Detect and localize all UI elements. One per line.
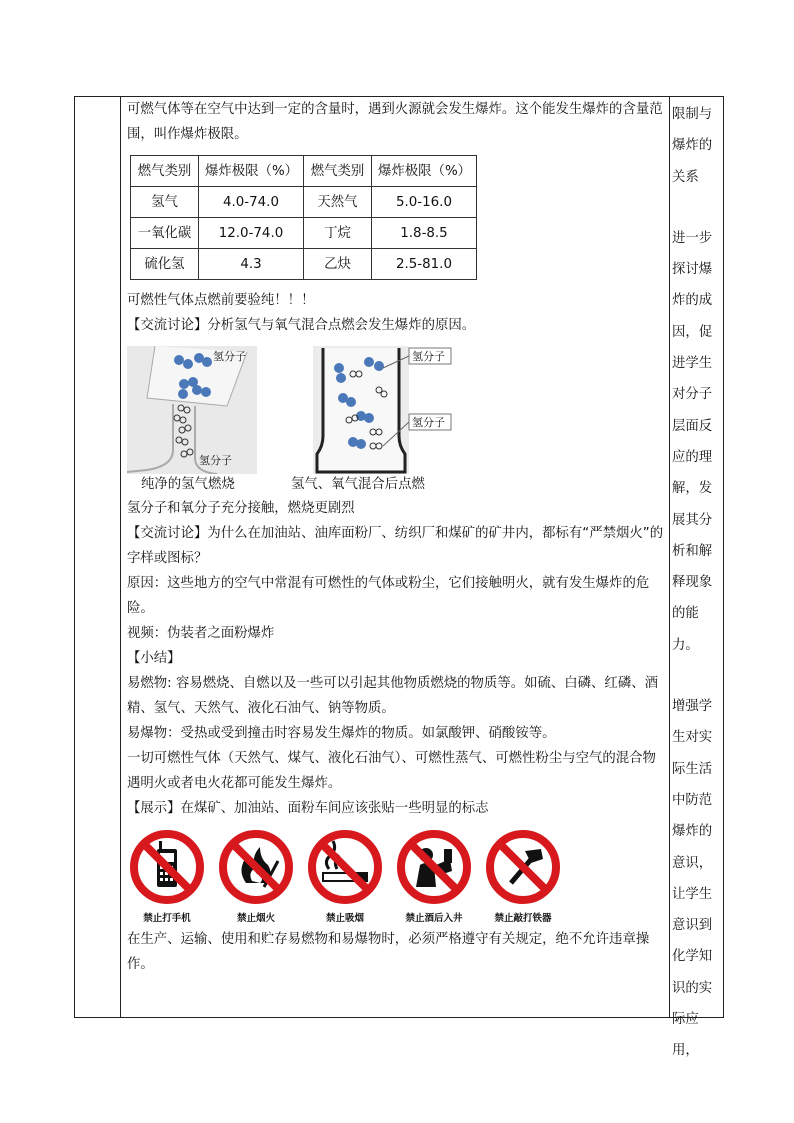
table-row xyxy=(131,249,477,280)
side-note-line: 中防范 xyxy=(672,792,713,808)
table-row xyxy=(131,187,477,218)
table-header: 燃气类别 xyxy=(304,156,372,187)
sign-no-phone xyxy=(129,829,205,925)
lesson-content xyxy=(127,97,664,977)
column-divider-right xyxy=(669,97,670,1017)
all-gases-paragraph: 一切可燃性气体（天然气、煤气、液化石油气）、可燃性蒸气、可燃性粉尘与空气的混合物遇明火或者电火花都可能发生爆炸。 xyxy=(127,751,656,791)
left-label-top: 氢分子 xyxy=(213,350,246,363)
column-divider-left xyxy=(120,97,121,1017)
intro-paragraph: 可燃气体等在空气中达到一定的含量时，遇到火源就会发生爆炸。这个能发生爆炸的含量范围，叫作爆炸极限。 xyxy=(127,102,663,142)
warning-signs xyxy=(129,829,664,925)
sign-label: 禁止打手机 xyxy=(143,913,191,924)
side-note-line: 展其分 xyxy=(672,512,713,528)
reason-paragraph: 原因：这些地方的空气中常混有可燃性的气体或粉尘，它们接触明火，就有发生爆炸的危险。 xyxy=(127,576,650,616)
side-note-line: 炸的成 xyxy=(672,293,713,309)
table-cell: 12.0-74.0 xyxy=(199,218,304,249)
side-note-line: 的能力。 xyxy=(672,606,699,653)
verify-line: 可燃性气体点燃前要验纯！！！ xyxy=(127,293,315,308)
table-row xyxy=(131,218,477,249)
table-header: 燃气类别 xyxy=(131,156,199,187)
table-cell: 一氧化碳 xyxy=(131,218,199,249)
side-note-line: 意识到 xyxy=(672,918,713,934)
right-label-bottom: 氢分子 xyxy=(412,416,445,429)
side-note-line: 探讨爆 xyxy=(672,262,713,278)
sign-no-fire xyxy=(218,829,294,925)
sign-no-hammer xyxy=(485,829,561,925)
design-intent-column xyxy=(672,97,720,1067)
side-note-line: 增强学 xyxy=(672,699,713,715)
table-header: 爆炸极限（%） xyxy=(372,156,477,187)
side-note-group xyxy=(672,691,720,1067)
pure-hydrogen-illustration xyxy=(127,346,257,474)
table-cell: 氢气 xyxy=(131,187,199,218)
video-line: 视频：伪装者之面粉爆炸 xyxy=(127,626,275,641)
side-note-line: 限制与 xyxy=(672,107,713,122)
side-note-line: 因，促 xyxy=(672,324,713,340)
sign-label: 禁止烟火 xyxy=(236,913,275,924)
side-note-line: 化学知 xyxy=(672,949,713,965)
explosive-paragraph: 易爆物：受热或受到撞击时容易发生爆炸的物质。如氯酸钾、硝酸铵等。 xyxy=(127,726,556,741)
table-cell: 2.5-81.0 xyxy=(372,249,477,280)
side-note-line: 际生活 xyxy=(672,761,713,777)
no-hammer-icon xyxy=(485,829,561,905)
left-label-bottom: 氢分子 xyxy=(199,454,232,467)
table-cell: 乙炔 xyxy=(304,249,372,280)
side-note-line: 进一步 xyxy=(672,230,713,246)
side-note-group xyxy=(672,99,720,193)
side-note-line: 际应用， xyxy=(672,1012,699,1059)
table-cell: 4.0-74.0 xyxy=(199,187,304,218)
side-note-line: 爆炸的 xyxy=(672,824,713,840)
no-phone-icon xyxy=(129,829,205,905)
side-note-line: 意识， xyxy=(672,855,713,871)
side-note-line: 应的理 xyxy=(672,449,713,465)
side-note-line: 析和解 xyxy=(672,543,713,559)
contact-line: 氢分子和氧分子充分接触，燃烧更剧烈 xyxy=(127,501,355,516)
side-note-line: 识的实 xyxy=(672,980,713,996)
explosion-limit-table xyxy=(130,155,477,280)
mixed-gas-illustration xyxy=(313,346,483,474)
right-caption: 氢气、氧气混合后点燃 xyxy=(291,477,425,492)
side-note-line: 爆炸的 xyxy=(672,138,713,154)
table-cell: 硫化氢 xyxy=(131,249,199,280)
no-fire-icon xyxy=(218,829,294,905)
closing-paragraph: 在生产、运输、使用和贮存易燃物和易爆物时，必须严格遵守有关规定，绝不允许违章操作。 xyxy=(127,932,650,972)
sign-label: 禁止敲打铁器 xyxy=(494,913,552,924)
table-header: 爆炸极限（%） xyxy=(199,156,304,187)
side-note-line: 让学生 xyxy=(672,886,713,902)
flammable-paragraph: 易燃物: 容易燃烧、自燃以及一些可以引起其他物质燃烧的物质等。如硫、白磷、红磷、酒精、氢气、天然气、液化石油气、钠等物质。 xyxy=(127,676,658,716)
sign-label: 禁止吸烟 xyxy=(325,913,364,924)
side-note-line: 对分子 xyxy=(672,387,713,403)
side-note-line: 进学生 xyxy=(672,356,713,372)
no-drinking-icon xyxy=(396,829,472,905)
left-caption: 纯净的氢气燃烧 xyxy=(141,477,235,492)
side-note-line: 解，发 xyxy=(672,481,713,497)
right-label-top: 氢分子 xyxy=(412,350,445,363)
table-cell: 天然气 xyxy=(304,187,372,218)
side-note-line: 关系 xyxy=(672,169,699,185)
side-note-line: 生对实 xyxy=(672,730,713,746)
table-cell: 丁烷 xyxy=(304,218,372,249)
side-note-line: 释现象 xyxy=(672,575,713,591)
summary-title: 【小结】 xyxy=(127,651,181,666)
table-cell: 4.3 xyxy=(199,249,304,280)
table-cell: 5.0-16.0 xyxy=(372,187,477,218)
sign-no-drinking xyxy=(396,829,472,925)
discussion-hydrogen: 【交流讨论】分析氢气与氧气混合点燃会发生爆炸的原因。 xyxy=(127,318,476,333)
sign-no-smoking xyxy=(307,829,383,925)
table-header-row xyxy=(131,156,477,187)
table-cell: 1.8-8.5 xyxy=(372,218,477,249)
molecule-figure xyxy=(127,344,664,496)
discussion-no-fire: 【交流讨论】为什么在加油站、油库面粉厂、纺织厂和煤矿的矿井内，都标有“严禁烟火”的字样或图标？ xyxy=(127,526,664,566)
display-line: 【展示】在煤矿、加油站、面粉车间应该张贴一些明显的标志 xyxy=(127,801,489,816)
side-note-line: 层面反 xyxy=(672,418,713,434)
no-smoking-icon xyxy=(307,829,383,905)
sign-label: 禁止酒后入井 xyxy=(405,913,463,924)
side-note-group xyxy=(672,223,720,661)
